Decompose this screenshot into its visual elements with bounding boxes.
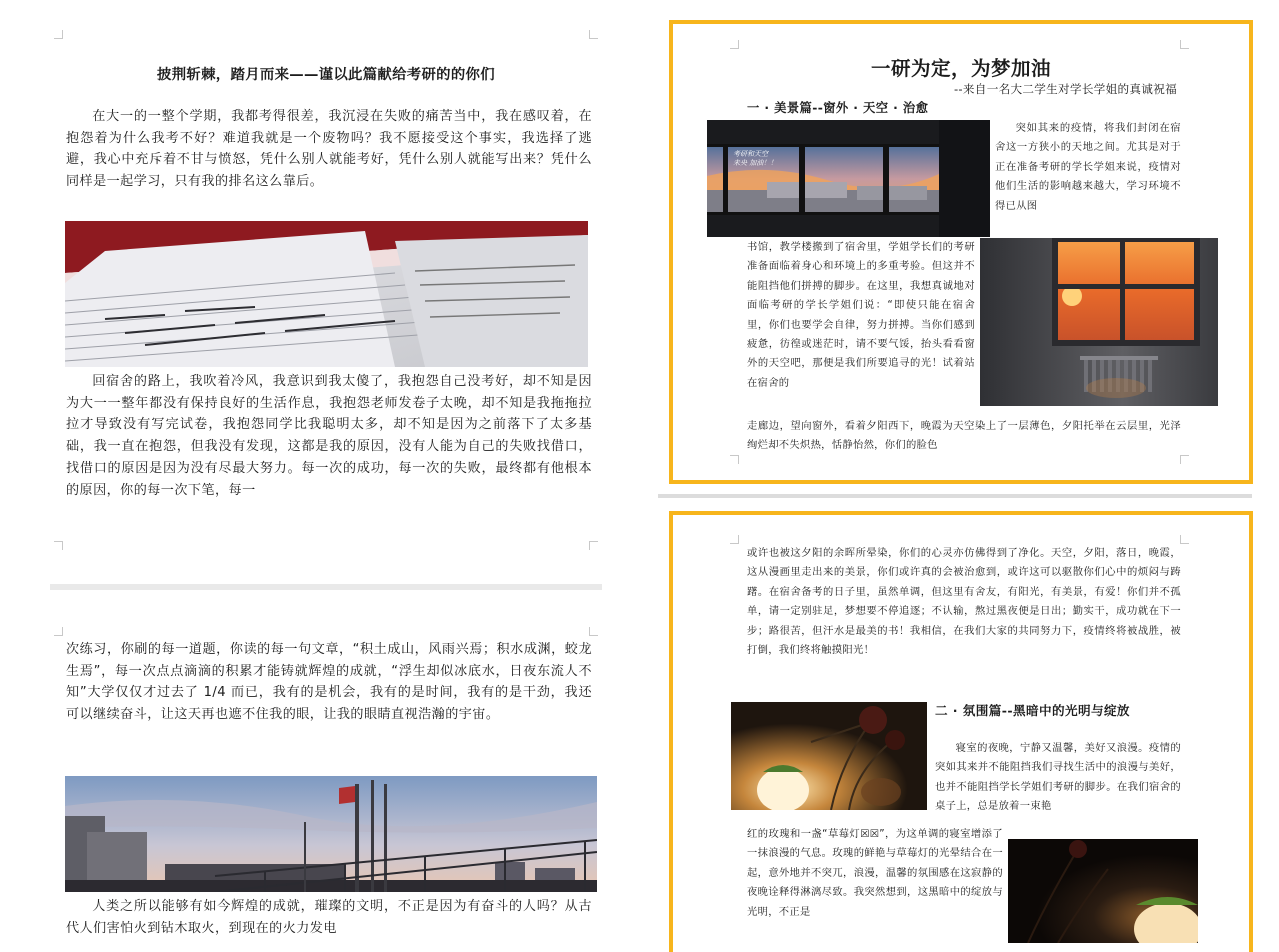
- notebook-photo-art: [65, 221, 588, 367]
- window-radiator-photo: [980, 238, 1218, 406]
- crop-mark: [589, 541, 598, 550]
- lamp-rose-art: [731, 702, 927, 810]
- paragraph: 走廊边，望向窗外，看着夕阳西下，晚霞为天空染上了一层薄色，夕阳托举在云层里，光泽绚烂却不失炽热，恬静怡然，你们的脸色: [747, 420, 1181, 452]
- crop-mark: [730, 40, 739, 49]
- lamp-rose-photo: [731, 702, 927, 810]
- crop-mark: [1180, 455, 1189, 464]
- window-radiator-art: [980, 238, 1218, 406]
- paragraph: 回宿舍的路上，我吹着冷风，我意识到我太傻了，我抱怨自己没考好，却不知是因为大一一整年都没有保持良好的生活作息，我抱怨老师发卷子太晚，却不知是我拖拖拉拉才导致没有写完试卷，我抱怨同学比我聪明太多，却不知是因为之前落下了太多基础，我一直在抱怨，但我没有发现，这都是我的原因，没有人能为自己的失败找借口，找借口的原因是因为没有尽最大努力。每一次的成功，每一次的失败，最终都有他根本的原因，你的每一次下笔，每一: [66, 374, 592, 498]
- window-sunset-art: [707, 120, 990, 237]
- section-heading: 一 · 美景篇--窗外 · 天空 · 治愈: [747, 101, 929, 115]
- paragraph: 寝室的夜晚，宁静又温馨，美好又浪漫。疫情的突如其来并不能阻挡我们寻找生活中的浪漫与美好，也并不能阻挡学长学姐们考研的脚步。在我们宿舍的桌子上，总是放着一束艳: [935, 742, 1181, 813]
- crop-mark: [589, 30, 598, 39]
- window-sunset-photo: [707, 120, 990, 237]
- crop-mark: [1180, 40, 1189, 49]
- crop-mark: [589, 627, 598, 636]
- strawberry-lamp-art: [1008, 839, 1198, 943]
- campus-sunset-photo: [65, 776, 597, 892]
- section-heading: 二 · 氛围篇--黑暗中的光明与绽放: [935, 703, 1130, 718]
- crop-mark: [730, 535, 739, 544]
- crop-mark: [54, 30, 63, 39]
- page-separator: [658, 494, 1252, 498]
- paragraph: 红的玫瑰和一盏“草莓灯☒☒”，为这单调的寝室增添了一抹浪漫的气息。玫瑰的鲜艳与草莓灯的光晕结合在一起，意外地并不突兀，浪漫，温馨的氛围感在这寂静的夜晚诠释得淋漓尽致。我突然想到，这黑暗中的绽放与光明，不正是: [747, 828, 1003, 918]
- photo-handwritten-caption: 考研和天空 未央 加油！！: [733, 150, 778, 167]
- paragraph: 在大一的一整个学期，我都考得很差，我沉浸在失败的痛苦当中，我在感叹着，在抱怨着为什么我考不好？难道我就是一个废物吗？我不愿接受这个事实，我选择了逃避，我心中充斥着不甘与愤怒，凭什么别人就能考好，凭什么别人就能写出来？凭什么同样是一起学习，只有我的排名这么靠后。: [66, 109, 592, 190]
- strawberry-lamp-photo: [1008, 839, 1198, 943]
- paragraph: 突如其来的疫情，将我们封闭在宿舍这一方狭小的天地之间。尤其是对于正在准备考研的学长学姐来说，疫情对他们生活的影响越来越大，学习环境不得已从图: [995, 122, 1181, 212]
- article-title: 披荆斩棘，踏月而来——谨以此篇献给考研的的你们: [157, 67, 495, 83]
- paragraph: 或许也被这夕阳的余晖所晕染，你们的心灵亦仿佛得到了净化。天空，夕阳，落日，晚霞，这从漫画里走出来的美景，你们或许真的会被治愈到，或许这可以驱散你们心中的烦闷与踌躇。在宿舍备考的日子里，虽然单调，但这里有舍友，有阳光，有美景，有爱！你们并不孤单，请一定别驻足，梦想要不停追逐；不认输，熬过黑夜便是日出；勤实干，成功就在下一步；路很苦，但汗水是最美的书！我相信，在我们大家的共同努力下，疫情终将被战胜，被打倒，我们终将触摸阳光！: [747, 547, 1181, 657]
- crop-mark: [54, 541, 63, 550]
- paragraph: 书馆，教学楼搬到了宿舍里，学姐学长们的考研准备面临着身心和环境上的多重考验。但这并不能阻挡他们拼搏的脚步。在这里，我想真诚地对面临考研的学长学姐们说：“即使只能在宿舍里，你们也要学会自律，努力拼搏。当你们感到疲惫，彷徨或迷茫时，请不要气馁，抬头看看窗外的天空吧，那便是我们所要追寻的光！试着站在宿舍的: [747, 241, 975, 389]
- article-subtitle: --来自一名大二学生对学长学姐的真诚祝福: [953, 82, 1177, 96]
- article-title: 一研为定，为梦加油: [870, 57, 1051, 80]
- crop-mark: [730, 455, 739, 464]
- campus-sunset-art: [65, 776, 597, 892]
- right-bottom-page: [669, 511, 1253, 952]
- crop-mark: [54, 627, 63, 636]
- paragraph: 人类之所以能够有如今辉煌的成就，璀璨的文明，不正是因为有奋斗的人吗？从古代人们害怕火到钻木取火，到现在的火力发电: [66, 899, 592, 936]
- crop-mark: [1180, 535, 1189, 544]
- left-bottom-page: [50, 590, 602, 952]
- left-top-page: [50, 26, 602, 584]
- paragraph: 次练习，你刷的每一道题，你读的每一句文章，“积土成山，风雨兴焉；积水成渊，蛟龙生焉”，每一次点点滴滴的积累才能铸就辉煌的成就，“浮生却似冰底水，日夜东流人不知”大学仅仅才过去了 1/4 而已，我有的是机会，我有的是时间，我有的是干劲，我还可以继续奋斗，让这天再也遮不住我的眼，让我的眼睛直视浩瀚的宇宙。: [66, 642, 592, 723]
- right-top-page: [669, 20, 1253, 484]
- notebook-photo: [65, 221, 588, 367]
